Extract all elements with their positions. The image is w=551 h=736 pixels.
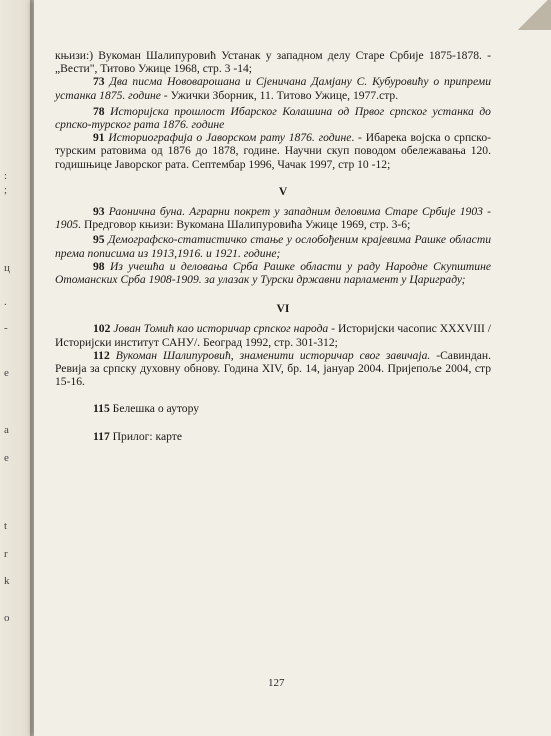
list-item (55, 105, 491, 131)
entry-title: Раонична буна. Аграрни покрет у западним деловима Старе Србије 1903 - 1905. (55, 205, 491, 232)
margin-mark: k (4, 575, 10, 587)
entry-page-number: 112 (93, 348, 110, 362)
entry-page-number: 73 (93, 75, 105, 89)
entry-title: Демографско-статистичко стање у ослобођеним крајевима Рашке области према пописима из 1913,1916. и 1921. године; (55, 233, 491, 260)
page-corner (515, 0, 551, 30)
entry-text: Белешка о аутору (112, 402, 200, 416)
list-item (55, 75, 491, 101)
entry-text: . - Ибарека војска о српско-турским ратовима од 1876 до 1878, године. Научни скуп поводом обележавања 120. годишњице Јаворског рата. Септембар 1996, Чачак 1997, стр 10 -12; (55, 131, 491, 171)
margin-mark: ; (4, 184, 8, 196)
entry-page-number: 117 (93, 429, 110, 443)
entry-page-number: 115 (93, 402, 110, 416)
margin-mark: e (4, 367, 9, 379)
entry-page-number: 78 (93, 104, 105, 118)
page-content (55, 49, 491, 443)
entry-text: Предговор књизи: Вукомана Шалипуровића Ужице 1969, стр. 3-6; (81, 218, 411, 232)
list-item (55, 322, 491, 348)
margin-mark: . (4, 296, 7, 308)
section-heading-v: V (278, 184, 288, 198)
list-item (55, 49, 491, 75)
section-heading-vi: VI (276, 302, 290, 316)
list-item (55, 430, 491, 443)
entry-page-number: 95 (93, 233, 105, 247)
margin-mark: r (4, 548, 8, 560)
entry-title: Вукоман Шалипуровић, знаменити историчар свог завичаја. (115, 348, 431, 362)
margin-mark: : (4, 170, 8, 182)
list-item (55, 205, 491, 231)
margin-mark: e (4, 452, 9, 464)
page-number: 127 (268, 677, 285, 689)
margin-mark: o (4, 612, 10, 624)
entry-page-number: 93 (93, 205, 105, 219)
list-item (55, 131, 491, 171)
entry-title: Из учешћа и деловања Срба Рашке области у раду Народне Скупштине Отоманских Срба 1908-1909. за улазак у Турски државни парламент у Цариграду; (55, 259, 491, 287)
entry-text: - Историјски часопис XXXVIII /Историјски институт САНУ/. Београд 1992, стр. 301-312; (55, 322, 491, 349)
list-item (55, 402, 491, 415)
entry-text: књизи:) Вукоман Шалипуровић Устанак у западном делу Старе Србије 1875-1878. - „Вести", Титово Ужице 1968, стр. 3 -14; (55, 49, 491, 76)
entry-page-number: 91 (93, 131, 105, 145)
margin-mark: - (4, 322, 8, 334)
margin-mark: ц (4, 262, 10, 274)
entry-title: Два писма Нововарошана и Сјеничана Дамјану С. Кубуровићу о припреми устанка 1875. године (55, 75, 491, 102)
margin-mark: t (4, 520, 8, 532)
list-item (55, 233, 491, 259)
entry-text: - Ужички Зборник, 11. Титово Ужице, 1977.стр. (160, 88, 399, 102)
entry-page-number: 98 (93, 259, 105, 273)
entry-title: Јован Томић као историчар српског народа (113, 322, 329, 336)
entry-text: -Савиндан. Ревија за српску духовну обнову. Година XIV, бр. 14, јануар 2004. Пријепоље 2004, стр 15-16. (55, 348, 491, 389)
entry-page-number: 102 (93, 322, 111, 336)
previous-page-margin (0, 0, 34, 736)
margin-mark: a (4, 424, 9, 436)
entry-title: Историографија о Јаворском рату 1876. године (108, 131, 352, 145)
entry-text: Прилог: карте (112, 429, 182, 443)
list-item (55, 260, 491, 286)
list-item (55, 349, 491, 389)
entry-title: Историјска прошлост Ибарског Колашина од Првог српског устанка до српско-турског рата 1876. године (55, 104, 491, 132)
